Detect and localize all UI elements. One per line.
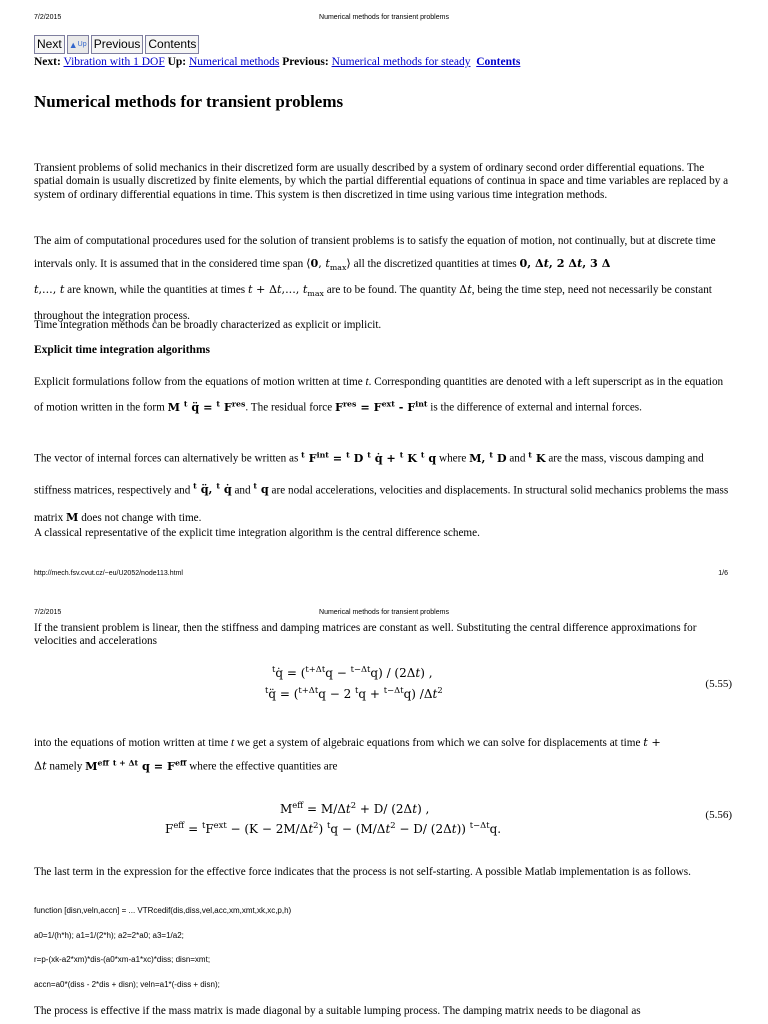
previous-link[interactable]: Numerical methods for steady <box>331 56 471 68</box>
paragraph-intro: Transient problems of solid mechanics in their discretized form are usually described by a system of ordinary second order differential equations. The spatial domain is usually discretized by finite elements, by which the partial differential equations of continua in space and time variables are replaced by a system of ordinary differential equations in time. This system is then discretized in time using various time integration methods. <box>34 162 729 201</box>
contents-link[interactable]: Contents <box>476 56 521 68</box>
paragraph-lumping: The process is effective if the mass matrix is made diagonal by a suitable lumping process. The damping matrix needs to be diagonal as <box>34 1005 641 1017</box>
code-line: function [disn,veln,accn] = ... VTRcedif(dis,diss,vel,acc,xm,xmt,xk,xc,p,h) <box>34 906 292 915</box>
code-line: r=p-(xk-a2*xm)*dis-(a0*xm-a1*xc)*diss; disn=xmt; <box>34 955 211 964</box>
equation-5-55-line2: $^t$q̈ = ($^{t+\Delta t}$q − 2 $^t$q + $^{t-\Delta t}$q) $/\Delta t^2$ <box>265 685 443 701</box>
equation-number: (5.56) <box>705 809 732 821</box>
paragraph-internal-forces: The vector of internal forces can alternatively be written as $^t$ $F^{int} = ^t$ D $^t$ q̇ + $^t$ K $^t$ q where M, $^t$ D and $^t$ K are the mass, viscous damping and stiffness matrices, respectively and $^t$ q̈, $^t$ q̇ and $^t$ q are nodal accelerations, velocities and displacements. In structural solid mechanics problems the mass matrix M does not change with time. <box>34 450 729 525</box>
up-icon[interactable]: ▲ Up <box>67 35 89 54</box>
footer-page: 1/6 <box>718 570 728 577</box>
up-label: Up: <box>167 56 187 68</box>
page-title: Numerical methods for transient problems <box>34 92 344 111</box>
equation-5-56-line1: $M^{eff} = M/\Delta t^2 + D/$ (2Δt) , <box>280 800 430 816</box>
code-line: a0=1/(h*h); a1=1/(2*h); a2=2*a0; a3=1/a2; <box>34 931 184 940</box>
section-heading: Explicit time integration algorithms <box>34 344 210 356</box>
next-button[interactable]: Next <box>34 35 65 54</box>
header-title: Numerical methods for transient problems <box>319 609 449 616</box>
header-title: Numerical methods for transient problems <box>319 14 449 21</box>
contents-button[interactable]: Contents <box>145 35 199 54</box>
paragraph-linear: If the transient problem is linear, then the stiffness and damping matrices are constant as well. Substituting the central difference approximations for velocities and accelerations <box>34 622 697 648</box>
header-date: 7/2/2015 <box>34 609 62 616</box>
next-label: Next: <box>34 56 61 68</box>
previous-button[interactable]: Previous <box>91 35 144 54</box>
equation-5-56-line2: $F^{eff} = ^tF^{ext} - (K - 2M/\Delta t^2) ^tq - (M/\Delta t^2 - D/$ (2Δt)) $^{t-\Delta t}$q. <box>165 820 502 836</box>
paragraph-algebraic: into the equations of motion written at time t we get a system of algebraic equations from which we can solve for displacements at time t + Δt namely $M^{eff}$ $^{t + \Delta t}$ $q = F^{eff}$ where the effective quantities are <box>34 736 661 773</box>
next-link[interactable]: Vibration with 1 DOF <box>63 56 165 68</box>
paragraph-aim: The aim of computational procedures used for the solution of transient problems is to satisfy the equation of motion, not continually, but at discrete time intervals only. It is assumed that in the considered time span ⟨0, $t_{max}⟩$ all the discretized quantities at times 0, Δt, 2 Δt, 3 Δ t,..., t are known, while the quantities at times t + Δt,..., $t_{max}$ are to be found. The quantity Δt, being the time step, need not necessarily be constant throughout the integration process. <box>34 235 716 323</box>
paragraph-explicit: Explicit formulations follow from the equations of motion written at time t. Corresponding quantities are denoted with a left superscript as in the equation of motion written in the form M $^t$ q̈ = $^t$ $F^{res}$. The residual force $F^{res} = F^{ext} - F^{int}$ is the difference of external and internal forces. <box>34 376 724 414</box>
paragraph-not-self-starting: The last term in the expression for the effective force indicates that the process is not self-starting. A possible Matlab implementation is as follows. <box>34 866 691 878</box>
equation-number: (5.55) <box>705 678 732 690</box>
code-line: accn=a0*(diss - 2*dis + disn); veln=a1*(-diss + disn); <box>34 980 220 989</box>
nav-links <box>34 56 520 68</box>
up-link[interactable]: Numerical methods <box>189 56 280 68</box>
nav-buttons <box>34 35 199 54</box>
previous-label: Previous: <box>282 56 329 68</box>
footer-url: http://mech.fsv.cvut.cz/~eu/U2052/node113.html <box>34 570 183 577</box>
header-date: 7/2/2015 <box>34 14 62 21</box>
equation-5-55-line1: $^t$q̇ = ($^{t+\Delta t}$q − $^{t-\Delta t}$q) / (2Δt) , <box>272 664 433 680</box>
paragraph-characterization: Time integration methods can be broadly characterized as explicit or implicit. <box>34 319 382 331</box>
paragraph-central-difference: A classical representative of the explicit time integration algorithm is the central difference scheme. <box>34 527 480 539</box>
